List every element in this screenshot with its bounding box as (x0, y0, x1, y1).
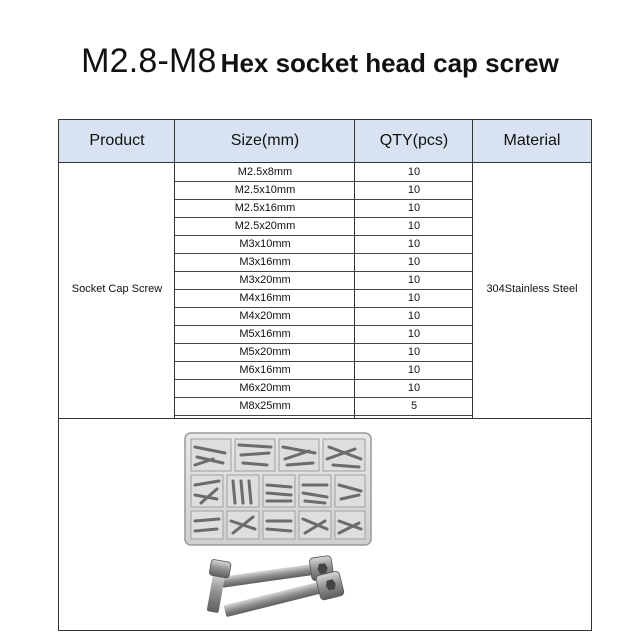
size-cell: M3x20mm (239, 274, 291, 286)
table-row (175, 308, 473, 326)
size-cell: M2.5x20mm (234, 220, 296, 232)
size-cell: M5x16mm (239, 328, 291, 340)
qty-cell: 10 (407, 328, 421, 340)
qty-cell: 10 (407, 364, 421, 376)
table-row (175, 344, 473, 362)
material-cell: 304Stainless Steel (486, 283, 578, 295)
size-cell: M6x20mm (239, 382, 291, 394)
qty-cell: 10 (407, 238, 421, 250)
title-size-range: M2.8-M8 (81, 42, 217, 80)
qty-cell: 10 (407, 166, 421, 178)
size-cell: M3x10mm (239, 238, 291, 250)
page-title (0, 42, 640, 81)
size-cell: M2.5x16mm (234, 202, 296, 214)
header-qty: QTY(pcs) (379, 132, 449, 149)
size-cell: M2.5x10mm (234, 184, 296, 196)
qty-cell: 10 (407, 382, 421, 394)
qty-cell: 10 (407, 202, 421, 214)
qty-cell: 10 (407, 220, 421, 232)
size-cell: M2.5x8mm (237, 166, 293, 178)
size-cell: M6x16mm (239, 364, 291, 376)
table-row (175, 272, 473, 290)
header-material: Material (503, 132, 561, 149)
table-row (175, 398, 473, 416)
table-row (175, 362, 473, 380)
organizer-box (185, 433, 371, 545)
size-cell: M4x20mm (239, 310, 291, 322)
spec-table (58, 119, 592, 631)
table-row (175, 254, 473, 272)
qty-cell: 10 (407, 292, 421, 304)
table-row (175, 380, 473, 398)
qty-cell: 10 (407, 310, 421, 322)
size-cell: M5x20mm (239, 346, 291, 358)
header-size: Size(mm) (230, 132, 300, 149)
table-divider (59, 418, 591, 419)
table-header (59, 120, 591, 163)
qty-cell: 10 (407, 256, 421, 268)
product-cell: Socket Cap Screw (71, 283, 163, 295)
table-row (175, 236, 473, 254)
table-row (175, 326, 473, 344)
size-cell: M4x16mm (239, 292, 291, 304)
qty-cell: 5 (410, 400, 418, 412)
table-row (175, 290, 473, 308)
table-row (175, 164, 473, 182)
table-row (175, 218, 473, 236)
product-photo (183, 429, 373, 625)
qty-cell: 10 (407, 184, 421, 196)
header-product: Product (89, 132, 145, 149)
loose-screws (203, 555, 345, 624)
table-row (175, 182, 473, 200)
table-row (175, 200, 473, 218)
title-description: Hex socket head cap screw (220, 48, 559, 78)
qty-cell: 10 (407, 274, 421, 286)
size-cell: M3x16mm (239, 256, 291, 268)
size-cell: M8x25mm (239, 400, 291, 412)
qty-cell: 10 (407, 346, 421, 358)
